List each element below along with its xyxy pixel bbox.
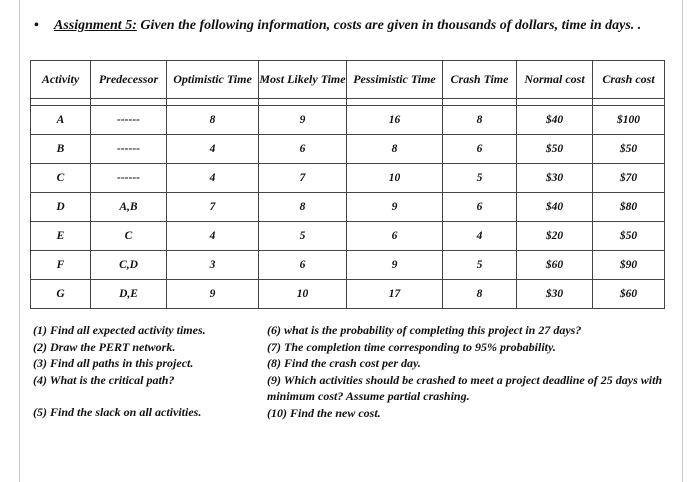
table-cell: 4 bbox=[443, 222, 517, 251]
table-cell: D,E bbox=[91, 280, 167, 309]
assignment-header bbox=[34, 16, 664, 35]
bullet-icon: • bbox=[34, 18, 39, 33]
questions-right bbox=[267, 322, 667, 421]
question-item: (9) Which activities should be crashed to meet a project deadline of 25 days with minimum cost? Assume partial crashing. bbox=[267, 372, 663, 403]
assignment-description: Given the following information, costs are given in thousands of dollars, time in days. . bbox=[136, 18, 642, 33]
table-cell: 9 bbox=[347, 251, 443, 280]
question-item: (7) The completion time corresponding to 95% probability. bbox=[267, 339, 556, 354]
table-cell: 5 bbox=[443, 251, 517, 280]
table-cell: 6 bbox=[259, 135, 347, 164]
question-item: (4) What is the critical path? bbox=[33, 372, 175, 387]
table-cell: 5 bbox=[259, 222, 347, 251]
question-item: (10) Find the new cost. bbox=[267, 405, 381, 420]
table-row bbox=[31, 251, 665, 280]
table-cell: C bbox=[31, 164, 91, 193]
table-cell: $90 bbox=[593, 251, 665, 280]
table-cell: 10 bbox=[259, 280, 347, 309]
table-cell: ------ bbox=[91, 164, 167, 193]
column-header: Most Likely Time bbox=[259, 61, 347, 99]
question-item: (5) Find the slack on all activities. bbox=[33, 405, 202, 419]
table-cell: 8 bbox=[347, 135, 443, 164]
assignment-label: Assignment 5: bbox=[54, 18, 137, 33]
table-cell: $70 bbox=[593, 164, 665, 193]
table-cell: 4 bbox=[167, 222, 259, 251]
table-cell: 8 bbox=[259, 193, 347, 222]
table-cell: E bbox=[31, 222, 91, 251]
column-header: Normal cost bbox=[517, 61, 593, 99]
question-item: (1) Find all expected activity times. bbox=[33, 323, 206, 337]
table-cell: G bbox=[31, 280, 91, 309]
table-cell: 10 bbox=[347, 164, 443, 193]
table-cell: A,B bbox=[91, 193, 167, 222]
table-cell: 6 bbox=[347, 222, 443, 251]
table-cell: 9 bbox=[167, 280, 259, 309]
column-header: Optimistic Time bbox=[167, 61, 259, 99]
questions-left bbox=[33, 322, 248, 421]
table-cell: 9 bbox=[347, 193, 443, 222]
table-cell: 5 bbox=[443, 164, 517, 193]
table-cell: $30 bbox=[517, 280, 593, 309]
table-row bbox=[31, 164, 665, 193]
column-header: Crash Time bbox=[443, 61, 517, 99]
table-cell: $100 bbox=[593, 106, 665, 135]
table-cell: 3 bbox=[167, 251, 259, 280]
table-cell: $80 bbox=[593, 193, 665, 222]
activity-table bbox=[30, 60, 665, 309]
table-cell: $50 bbox=[593, 222, 665, 251]
table-cell: 6 bbox=[259, 251, 347, 280]
table-cell: $30 bbox=[517, 164, 593, 193]
table-cell: F bbox=[31, 251, 91, 280]
table-row bbox=[31, 135, 665, 164]
question-item: (2) Draw the PERT network. bbox=[33, 339, 176, 354]
table-cell: 8 bbox=[443, 280, 517, 309]
table-cell: 6 bbox=[443, 193, 517, 222]
table-cell: 8 bbox=[167, 106, 259, 135]
table-cell: 9 bbox=[259, 106, 347, 135]
table-cell: 6 bbox=[443, 135, 517, 164]
table-cell: 4 bbox=[167, 164, 259, 193]
table-cell: C bbox=[91, 222, 167, 251]
table-cell: $50 bbox=[517, 135, 593, 164]
question-item: (8) Find the crash cost per day. bbox=[267, 356, 421, 370]
column-header: Crash cost bbox=[593, 61, 665, 99]
table-cell: C,D bbox=[91, 251, 167, 280]
table-cell: $60 bbox=[593, 280, 665, 309]
column-header: Activity bbox=[31, 61, 91, 99]
table-cell: 8 bbox=[443, 106, 517, 135]
table-header-row bbox=[31, 61, 665, 99]
question-item: (3) Find all paths in this project. bbox=[33, 356, 194, 370]
table-cell: 17 bbox=[347, 280, 443, 309]
table-cell: 16 bbox=[347, 106, 443, 135]
table-cell: $40 bbox=[517, 106, 593, 135]
table-row bbox=[31, 193, 665, 222]
table-row bbox=[31, 106, 665, 135]
table-cell: $40 bbox=[517, 193, 593, 222]
question-item: (6) what is the probability of completing this project in 27 days? bbox=[267, 323, 582, 337]
table-cell: B bbox=[31, 135, 91, 164]
table-row bbox=[31, 222, 665, 251]
table-cell: $50 bbox=[593, 135, 665, 164]
table-cell: D bbox=[31, 193, 91, 222]
table-cell: 4 bbox=[167, 135, 259, 164]
table-cell: $60 bbox=[517, 251, 593, 280]
table-cell: ------ bbox=[91, 135, 167, 164]
table-cell: ------ bbox=[91, 106, 167, 135]
table-cell: A bbox=[31, 106, 91, 135]
table-cell: 7 bbox=[167, 193, 259, 222]
table-spacer-row bbox=[31, 99, 665, 106]
table-cell: $20 bbox=[517, 222, 593, 251]
column-header: Pessimistic Time bbox=[347, 61, 443, 99]
column-header: Predecessor bbox=[91, 61, 167, 99]
table-cell: 7 bbox=[259, 164, 347, 193]
table-row bbox=[31, 280, 665, 309]
